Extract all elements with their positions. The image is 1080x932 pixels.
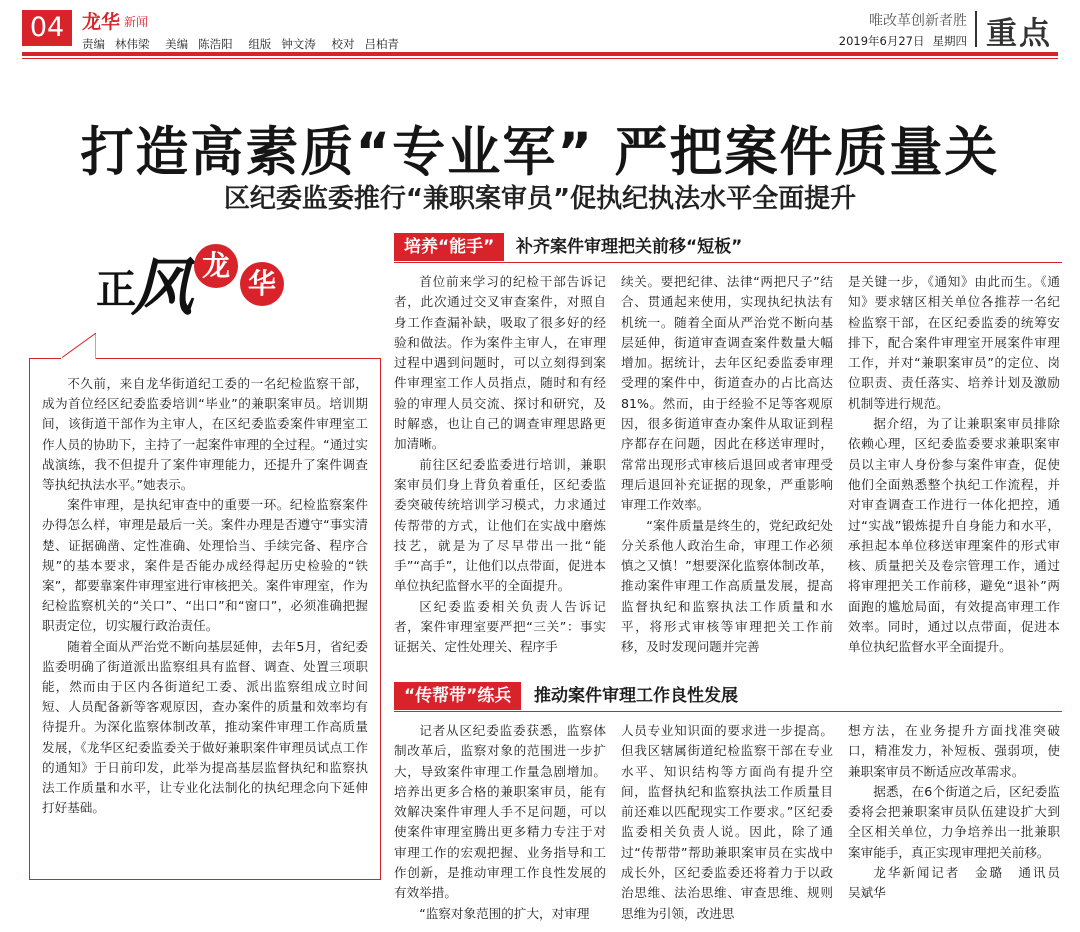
section1-header bbox=[394, 233, 1062, 261]
weekday-text: 星期四 bbox=[932, 34, 967, 48]
section2-header bbox=[394, 682, 1062, 710]
section2-tag: “传帮带”练兵 bbox=[394, 682, 521, 710]
column-logo-char-zheng: 正 bbox=[96, 266, 136, 313]
section1-column-3 bbox=[848, 272, 1060, 658]
column-logo-char-feng: 风 bbox=[131, 251, 194, 324]
editor-label: 责编 bbox=[82, 37, 105, 51]
masthead-slogan: 唯改革创新者胜 bbox=[869, 13, 967, 29]
sidebar-pointer bbox=[60, 333, 96, 359]
article-paragraph: 是关键一步，《通知》由此而生。《通知》要求辖区相关单位各推荐一名纪检监察干部，在区纪委监委的统筹安排下，配合案件审理室开展案件审理工作，并对“兼职案审员”的定位、岗位职责、责任落实、培养计划及激励机制等进行规范。 bbox=[848, 274, 1060, 411]
article-paragraph: 区纪委监委相关负责人告诉记者，案件审理室要严把“三关”：事实证据关、定性处理关、程序手 bbox=[394, 598, 606, 655]
section1-title: 补齐案件审理把关前移“短板” bbox=[516, 237, 743, 257]
masthead-rule-thin bbox=[22, 58, 1058, 59]
section2-column-3 bbox=[848, 721, 1073, 904]
brand-logo-suffix: 新闻 bbox=[124, 15, 149, 29]
section1-tag: 培养“能手” bbox=[394, 233, 504, 261]
masthead-divider bbox=[975, 11, 977, 47]
date-text: 2019年6月27日 bbox=[838, 34, 925, 48]
main-headline: 打造高素质“专业军” 严把案件质量关 bbox=[80, 122, 1000, 183]
layout-name: 钟文涛 bbox=[281, 37, 316, 51]
article-paragraph: 前往区纪委监委进行培训，兼职案审员们身上背负着重任，区纪委监委突破传统培训学习模式，力求通过传帮带的方式，让他们在实战中磨炼技艺，就是为了尽早带出一批“能手”“高手”，让他们以点带面，促进本单位执纪监督水平的全面提升。 bbox=[394, 456, 606, 594]
editor-name: 林伟梁 bbox=[115, 37, 150, 51]
section1-rule bbox=[394, 262, 1062, 263]
section2-column-2 bbox=[621, 721, 833, 924]
masthead-rule bbox=[22, 52, 1058, 56]
designer-label: 美编 bbox=[165, 37, 189, 51]
section2-rule bbox=[394, 711, 1062, 712]
proof-name: 吕柏青 bbox=[364, 37, 399, 51]
article-paragraph: 据悉，在6个街道之后，区纪委监委将会把兼职案审员队伍建设扩大到全区相关单位，力争培养出一批兼职案审能手，真正实现审理把关前移。 bbox=[848, 783, 1060, 860]
article-paragraph: 记者从区纪委监委获悉，监察体制改革后，监察对象的范围进一步扩大，导致案件审理工作量急剧增加。培养出更多合格的兼职案审员，能有效解决案件审理人手不足问题，可以使案件审理室腾出更多精力专注于对审理工作的宏观把握、业务指导和工作创新，是推动审理工作良性发展的有效举措。 bbox=[394, 723, 606, 901]
column-logo-char-long: 龙 bbox=[194, 244, 238, 288]
designer-name: 陈浩阳 bbox=[198, 37, 233, 51]
section1-column-2 bbox=[621, 272, 833, 658]
column-logo bbox=[96, 240, 286, 324]
column-logo-char-hua: 华 bbox=[240, 262, 284, 306]
section2-title: 推动案件审理工作良性发展 bbox=[534, 686, 738, 706]
editor-credits bbox=[82, 36, 411, 52]
article-paragraph: 据介绍，为了让兼职案审员排除依赖心理，区纪委监委要求兼职案审员以主审人身份参与案件审查，促使他们全面熟悉整个执纪工作流程，并对审查调查工作进行一体化把控，通过“实战”锻炼提升自身能力和水平，承担起本单位移送审理案件的形式审核、质量把关及卷宗管理工作，通过将审理把关工作前移，避免“退补”两面跑的尴尬局面，有效提高审理工作效率。同时，通过以点带面，促进本单位执纪监督水平全面提升。 bbox=[848, 416, 1060, 655]
sidebar-editorial bbox=[42, 374, 368, 818]
article-paragraph: “案件质量是终生的，党纪政纪处分关系他人政治生命，审理工作必须慎之又慎！”想要深化监察体制改革，推动案件审理工作高质量发展，提高监督执纪和监察执法工作质量和水平，将形式审核等审理把关工作前移，及时发现问题并完善 bbox=[621, 517, 833, 655]
section1-column-1 bbox=[394, 272, 606, 658]
sidebar-paragraph: 不久前，来自龙华街道纪工委的一名纪检监察干部，成为首位经区纪委监委培训“毕业”的兼职案审员。培训期间，该街道干部作为主审人，在区纪委监委案件审理室工作人员的协助下，主持了一起案件审理的全过程。“通过实战演练，我不但提升了案件审理能力，还提升了案件调查等执纪执法水平。”她表示。 bbox=[42, 376, 368, 493]
article-paragraph: 首位前来学习的纪检干部告诉记者，此次通过交叉审查案件，对照自身工作查漏补缺，吸取了很多好的经验和做法。作为案件主审人，在审理过程中遇到问题时，可以立刻得到案件审理室工作人员指点，随时和有经验的审理人员交流、探讨和研究，及时解惑，也让自己的调查审理思路更加清晰。 bbox=[394, 274, 606, 452]
sub-headline: 区纪委监委推行“兼职案审员”促执纪执法水平全面提升 bbox=[223, 184, 857, 214]
article-paragraph: 续关。要把纪律、法律“两把尺子”结合、贯通起来使用，实现执纪执法有机统一。随着全面从严治党不断向基层延伸，街道审查调查案件数量大幅增加。据统计，去年区纪委监委审理受理的案件中，街道查办的占比高达81%。然而，由于经验不足等客观原因，很多街道审查办案件从取证到程序都存在问题，因此在移送审理时，常常出现形式审核后退回或者审理受理后退回补充证据的现象，严重影响审理工作效率。 bbox=[621, 274, 833, 513]
sidebar-paragraph: 案件审理，是执纪审查中的重要一环。纪检监察案件办得怎么样，审理是最后一关。案件办理是否遵守“事实清楚、证据确凿、定性准确、处理恰当、手续完备、程序合规”的基本要求，案件是否能办成经得起历史检验的“铁案”，都要靠案件审理室进行审核把关。案件审理室，作为纪检监察机关的“关口”、“出口”和“窗口”，必须准确把握职责定位，切实履行政治责任。 bbox=[42, 497, 368, 634]
sidebar-paragraph: 随着全面从严治党不断向基层延伸，去年5月，省纪委监委明确了街道派出监察组具有监督、调查、处置三项职能，然而由于区内各街道纪工委、派出监察组成立时间短、人员配备新等客观原因，查办案件的质量和效率均有待提升。为深化监察体制改革，推动案件审理工作高质量发展，《龙华区纪委监委关于做好兼职案件审理员试点工作的通知》于日前印发，此举为提高基层监督执纪和监察执法工作质量和水平，让专业化法制化的执纪理念向下延伸打好基础。 bbox=[42, 638, 368, 816]
article-paragraph: “监察对象范围的扩大，对审理 bbox=[419, 905, 590, 921]
proof-label: 校对 bbox=[331, 37, 355, 51]
brand-logo: 龙华 bbox=[82, 11, 121, 33]
section-title: 重点 bbox=[986, 16, 1052, 52]
layout-label: 组版 bbox=[248, 37, 272, 51]
issue-date bbox=[831, 33, 967, 49]
section2-column-1 bbox=[394, 721, 606, 924]
article-paragraph: 想方法，在业务提升方面找准突破口，精准发力，补短板、强弱项，使兼职案审员不断适应改革需求。 bbox=[848, 723, 1060, 779]
article-byline: 龙华新闻记者 金璐 通讯员 吴斌华 bbox=[848, 865, 1073, 901]
page-number-badge: 04 bbox=[22, 10, 72, 46]
article-paragraph: 人员专业知识面的要求进一步提高。但我区辖属街道纪检监察干部在专业水平、知识结构等方面尚有提升空间，监督执纪和监察执法工作质量目前还难以匹配现实工作要求。”区纪委监委相关负责人说。因此，除了通过“传帮带”帮助兼职案审员在实战中成长外，区纪委监委还将着力于以政治思维、法治思维、审查思维、规则思维为引领，改进思 bbox=[621, 723, 833, 921]
